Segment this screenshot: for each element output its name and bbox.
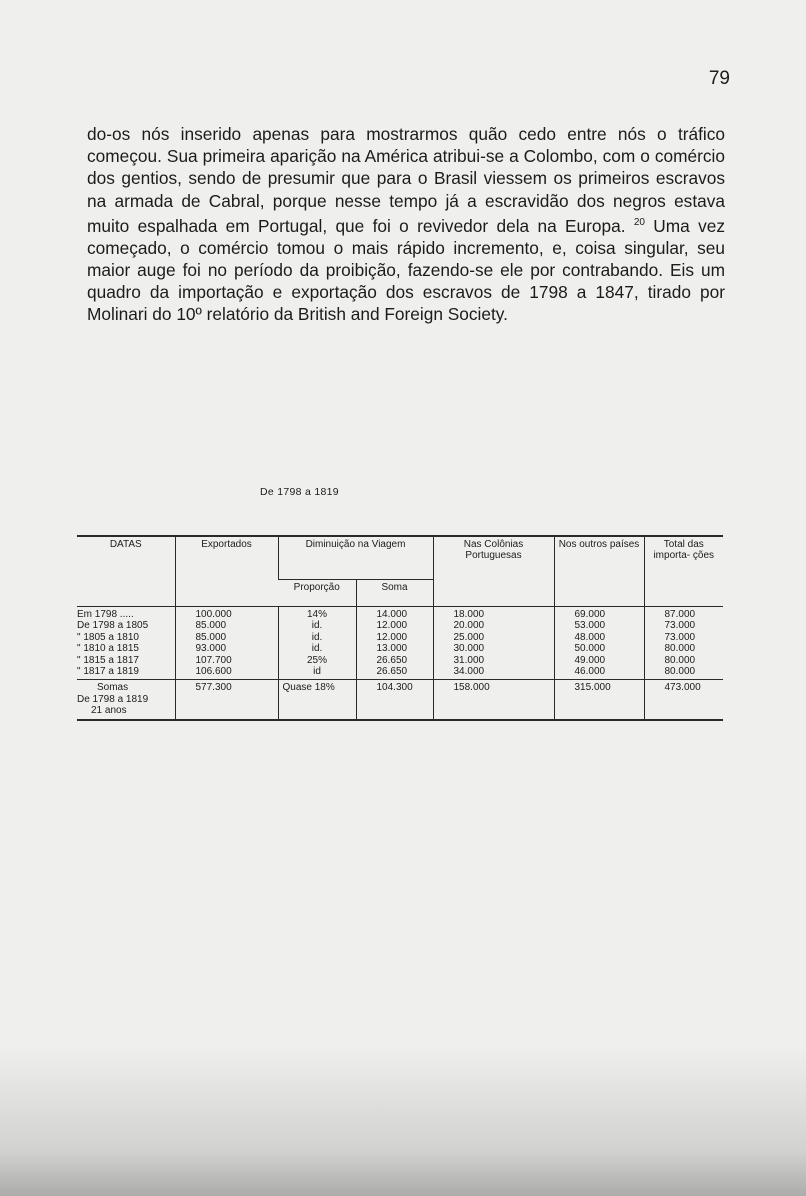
- column-datas: [77, 607, 175, 680]
- totals-exportados: 577.300: [175, 680, 278, 720]
- table-cell: 25%: [306, 654, 327, 666]
- table-cell: 73.000: [664, 631, 696, 643]
- table-cell: 26.650: [376, 666, 408, 678]
- totals-soma: 104.300: [356, 680, 433, 720]
- table-cell: id.: [311, 620, 323, 632]
- totals-colonias: 158.000: [433, 680, 554, 720]
- table-cell: 106.600: [195, 666, 232, 678]
- totals-label: [77, 680, 175, 720]
- header-proporcao: Proporção: [278, 580, 356, 607]
- header-colonias: Nas Colônias Portuguesas: [433, 536, 554, 607]
- header-outros: Nos outros países: [554, 536, 644, 607]
- table-cell: 12.000: [376, 631, 408, 643]
- table-cell: 49.000: [574, 654, 606, 666]
- totals-outros: 315.000: [554, 680, 644, 720]
- table-cell: 80.000: [664, 666, 696, 678]
- table-cell: Em 1798 .....: [77, 609, 134, 620]
- header-datas: DATAS: [77, 536, 175, 607]
- table-cell: " 1815 a 1817: [77, 654, 139, 666]
- slave-trade-table: [77, 535, 723, 721]
- table-cell: 107.700: [195, 654, 232, 666]
- table-cell: id.: [311, 643, 323, 655]
- header-soma: Soma: [356, 580, 433, 607]
- table-cell: 14%: [306, 609, 327, 620]
- table-cell: 31.000: [453, 654, 485, 666]
- totals-total: 473.000: [644, 680, 723, 720]
- table-cell: 87.000: [664, 609, 696, 620]
- table-cell: 18.000: [453, 609, 485, 620]
- table-cell: 48.000: [574, 631, 606, 643]
- table-cell: 93.000: [195, 643, 227, 655]
- column-total: [644, 607, 723, 680]
- page-shadow: [0, 1046, 806, 1196]
- totals-label-line: De 1798 a 1819: [77, 693, 149, 705]
- footnote-reference: 20: [633, 216, 645, 228]
- table-cell: 85.000: [195, 631, 227, 643]
- table-cell: " 1810 a 1815: [77, 643, 139, 655]
- table-cell: De 1798 a 1805: [77, 620, 149, 632]
- column-proporcao: [278, 607, 356, 680]
- table-cell: 14.000: [376, 609, 408, 620]
- table-cell: 100.000: [195, 609, 232, 620]
- table-caption: De 1798 a 1819: [260, 486, 339, 498]
- table-cell: 50.000: [574, 643, 606, 655]
- table-cell: 13.000: [376, 643, 408, 655]
- table-cell: 26.650: [376, 654, 408, 666]
- table-cell: " 1817 a 1819: [77, 666, 139, 678]
- table-cell: " 1805 a 1810: [77, 631, 139, 643]
- column-colonias: [433, 607, 554, 680]
- header-exportados: Exportados: [175, 536, 278, 607]
- totals-label-line: 21 anos: [91, 705, 127, 717]
- paragraph-text-before-ref: do-os nós inserido apenas para mostrarmos quão cedo entre nós o tráfico começou. Sua primeira aparição na América atribui-se a Colombo, com o comércio dos gentios, sendo de presumir que para o Brasil viessem os primeiros escravos na armada de Cabral, porque nesse tempo já a escravidão dos negros estava muito espalhada em Portugal, que foi o revivedor dela na Europa.: [87, 124, 725, 236]
- table-cell: 80.000: [664, 643, 696, 655]
- table-cell: 12.000: [376, 620, 408, 632]
- table-cell: 46.000: [574, 666, 606, 678]
- table-cell: 53.000: [574, 620, 606, 632]
- table-cell: 34.000: [453, 666, 485, 678]
- totals-row: [77, 680, 723, 720]
- table-cell: 73.000: [664, 620, 696, 632]
- paragraph-text-after-ref: Uma vez começado, o comércio tomou o mais rápido incremento, e, coisa singular, seu maior auge foi no período da proibição, fazendo-se ele por contrabando. Eis um quadro da importação e exportação dos escravos de 1798 a 1847, tirado por Molinari do 10º relatório da British and Foreign Society.: [87, 215, 725, 325]
- header-total: Total das importa- ções: [644, 536, 723, 607]
- totals-label-line: Somas: [97, 682, 129, 694]
- header-diminuicao: Diminuição na Viagem: [278, 536, 433, 580]
- table-cell: 85.000: [195, 620, 227, 632]
- table-cell: 25.000: [453, 631, 485, 643]
- table-cell: id: [313, 666, 321, 678]
- table-cell: 80.000: [664, 654, 696, 666]
- totals-proporcao: Quase 18%: [278, 680, 356, 720]
- table-cell: id.: [311, 631, 323, 643]
- table-data-rows: [77, 607, 723, 680]
- table-cell: 69.000: [574, 609, 606, 620]
- page-number: 79: [708, 68, 730, 89]
- body-paragraph: [87, 123, 725, 326]
- column-outros: [554, 607, 644, 680]
- table-cell: 30.000: [453, 643, 485, 655]
- table-cell: 20.000: [453, 620, 485, 632]
- column-exportados: [175, 607, 278, 680]
- column-soma: [356, 607, 433, 680]
